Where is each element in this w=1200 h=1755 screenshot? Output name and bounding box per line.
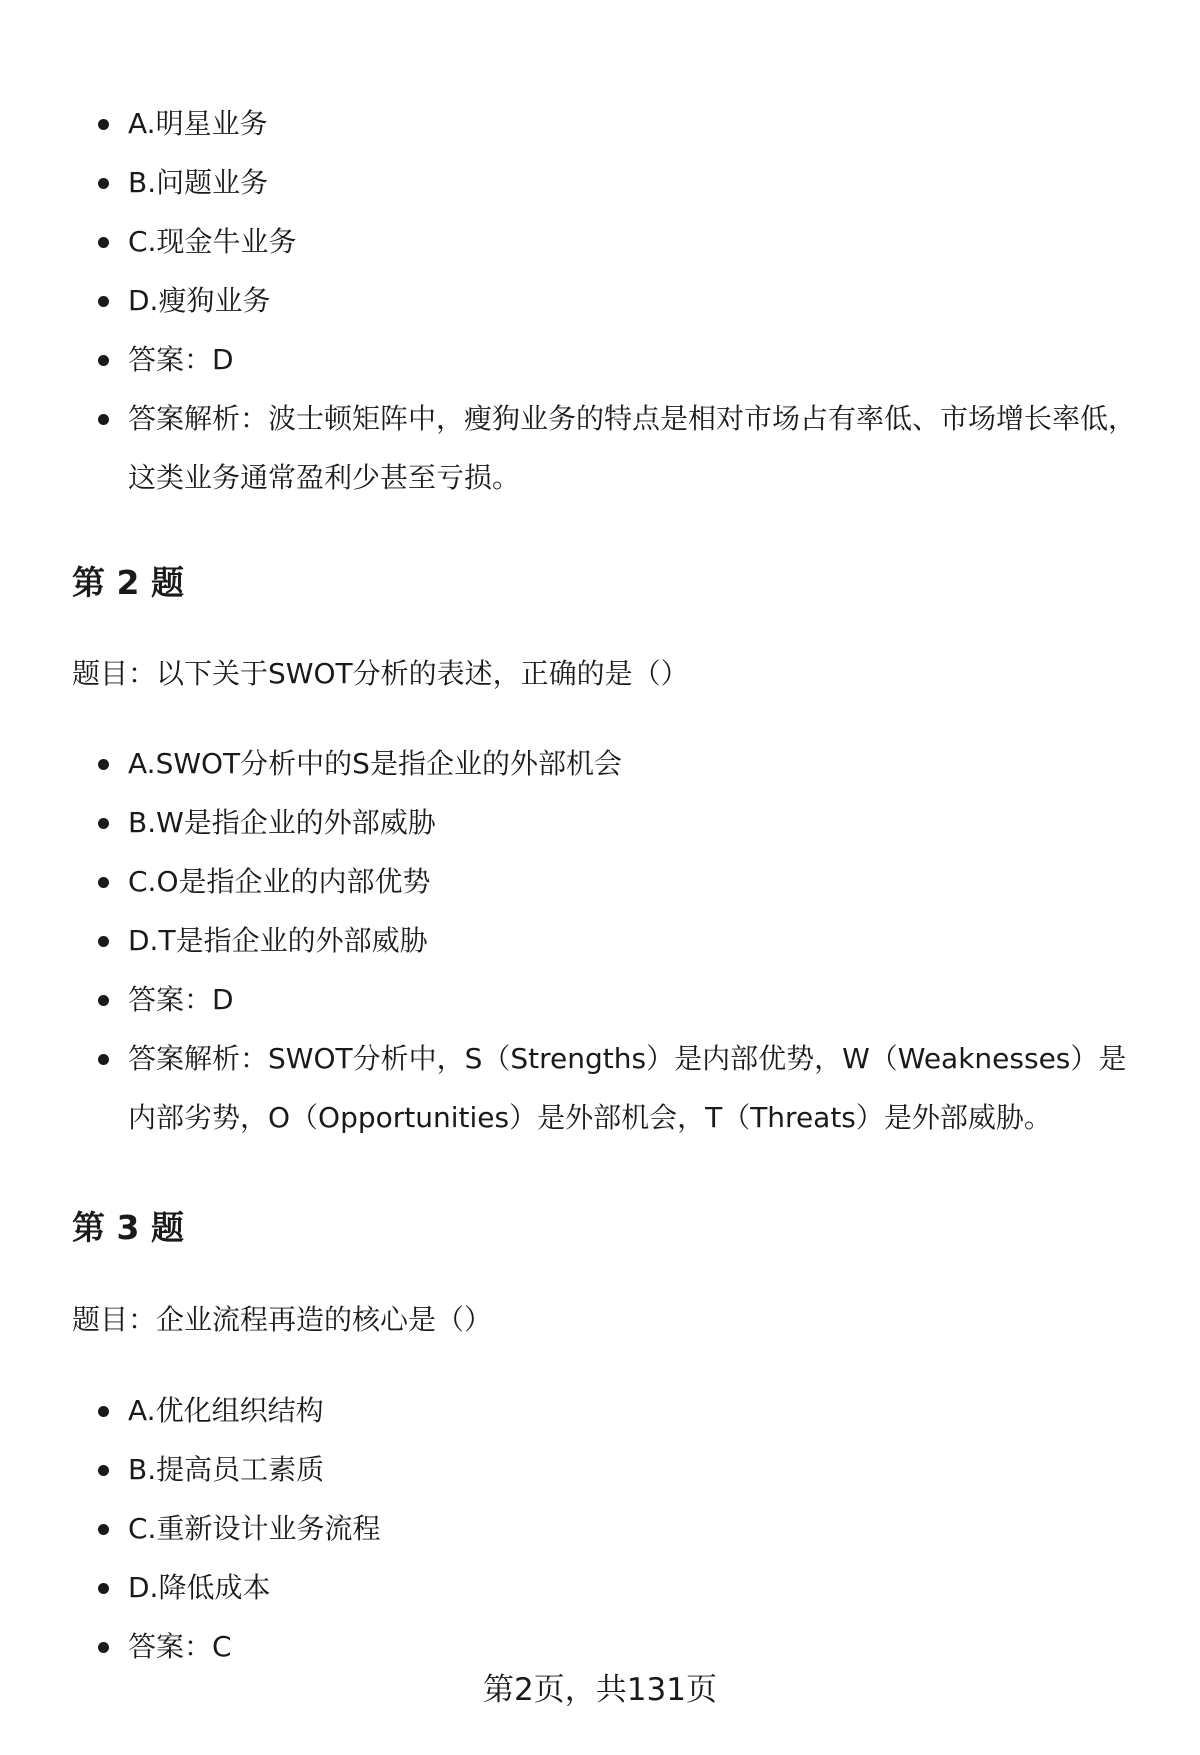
q1-answer: 答案：D [0, 330, 1200, 389]
q3-heading: 第 3 题 [72, 1208, 184, 1247]
q2-option-list [0, 734, 1200, 1147]
page-footer: 第2页，共131页 [483, 1672, 717, 1708]
q1-option-b: B.问题业务 [0, 153, 1200, 212]
q2-heading: 第 2 题 [72, 563, 184, 602]
q3-option-c: C.重新设计业务流程 [0, 1499, 1200, 1558]
q2-explanation: 答案解析：SWOT分析中，S（Strengths）是内部优势，W（Weaknesses）是内部劣势，O（Opportunities）是外部机会，T（Threats）是外部威胁。 [0, 1029, 1200, 1147]
q3-option-b: B.提高员工素质 [0, 1440, 1200, 1499]
q1-option-a: A.明星业务 [0, 94, 1200, 153]
q2-option-a: A.SWOT分析中的S是指企业的外部机会 [0, 734, 1200, 793]
q2-answer: 答案：D [0, 970, 1200, 1029]
q3-option-list [0, 1381, 1200, 1676]
q1-option-list [0, 94, 1200, 507]
q2-option-b: B.W是指企业的外部威胁 [0, 793, 1200, 852]
q2-option-d: D.T是指企业的外部威胁 [0, 911, 1200, 970]
q3-answer: 答案：C [0, 1617, 1200, 1676]
q2-stem: 题目：以下关于SWOT分析的表述，正确的是（） [72, 657, 689, 690]
q3-option-a: A.优化组织结构 [0, 1381, 1200, 1440]
q2-option-c: C.O是指企业的内部优势 [0, 852, 1200, 911]
q3-stem: 题目：企业流程再造的核心是（） [72, 1303, 493, 1336]
q1-option-c: C.现金牛业务 [0, 212, 1200, 271]
q1-explanation: 答案解析：波士顿矩阵中，瘦狗业务的特点是相对市场占有率低、市场增长率低，这类业务通常盈利少甚至亏损。 [0, 389, 1200, 507]
q3-option-d: D.降低成本 [0, 1558, 1200, 1617]
q1-option-d: D.瘦狗业务 [0, 271, 1200, 330]
